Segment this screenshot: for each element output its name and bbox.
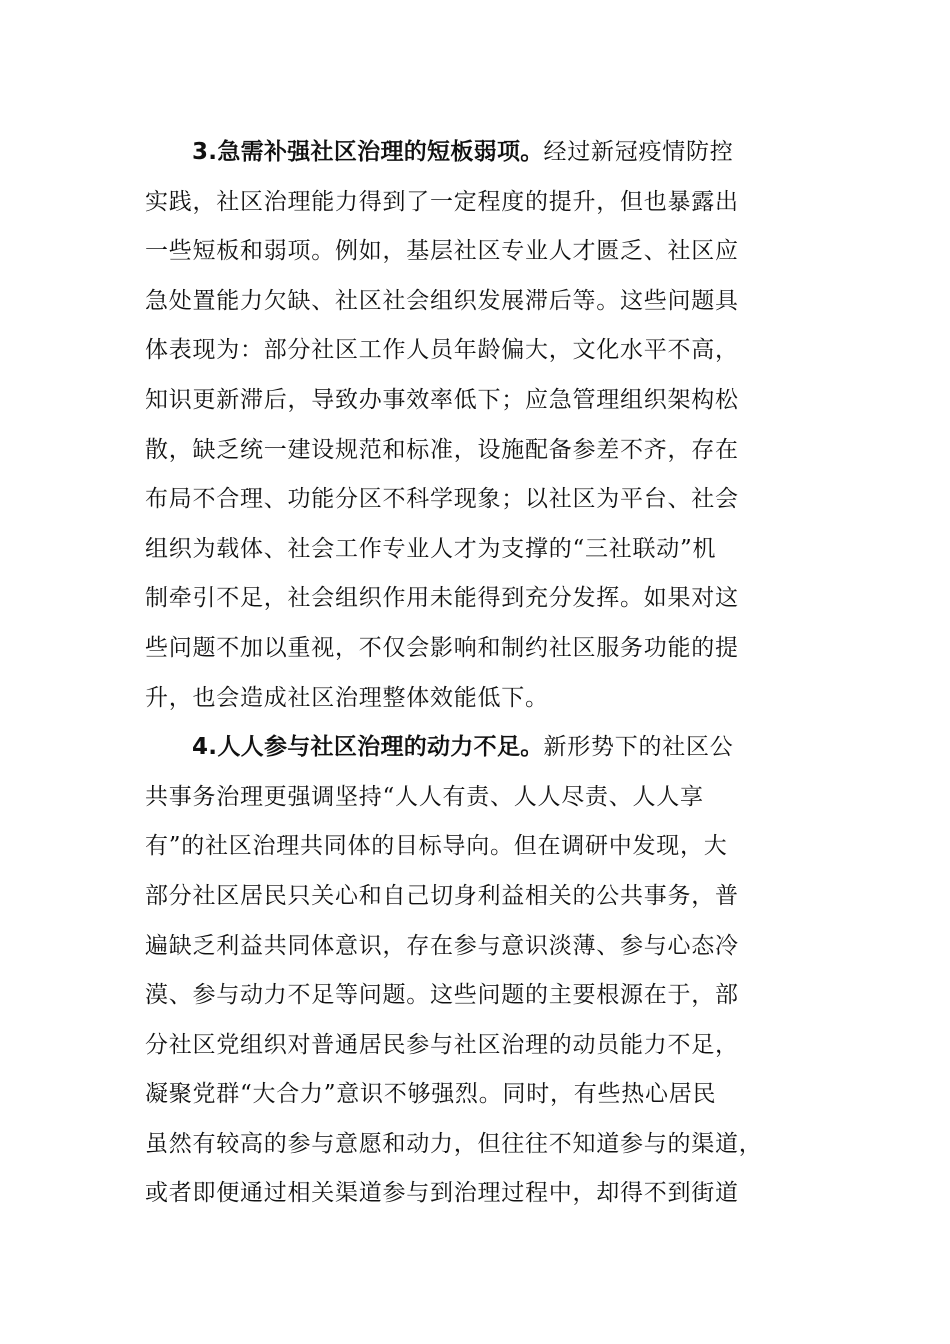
section-heading: 4.人人参与社区治理的动力不足。 bbox=[192, 734, 544, 761]
paragraph-line: 急处置能力欠缺、社区社会组织发展滞后等。这些问题具 bbox=[145, 287, 739, 314]
paragraph-line: 实践，社区治理能力得到了一定程度的提升，但也暴露出 bbox=[145, 188, 739, 215]
paragraph-text: 经过新冠疫情防控 bbox=[543, 139, 734, 165]
body-text bbox=[145, 128, 805, 1219]
paragraph-line: 体表现为：部分社区工作人员年龄偏大，文化水平不高， bbox=[145, 337, 739, 364]
paragraph-line: 组织为载体、社会工作专业人才为支撑的“三社联动”机 bbox=[145, 535, 717, 562]
paragraph-line: 有”的社区治理共同体的目标导向。但在调研中发现，大 bbox=[145, 833, 728, 860]
paragraph-text: 新形势下的社区公 bbox=[543, 734, 734, 761]
paragraph-line: 制牵引不足，社会组织作用未能得到充分发挥。如果对这 bbox=[145, 585, 739, 612]
paragraph-line: 些问题不加以重视，不仅会影响和制约社区服务功能的提 bbox=[145, 634, 739, 661]
paragraph-line: 升，也会造成社区治理整体效能低下。 bbox=[145, 684, 549, 711]
paragraph-line: 虽然有较高的参与意愿和动力，但往往不知道参与的渠道， bbox=[145, 1130, 763, 1157]
paragraph-line: 部分社区居民只关心和自己切身利益相关的公共事务，普 bbox=[145, 882, 739, 909]
section-heading: 3.急需补强社区治理的短板弱项。 bbox=[192, 139, 544, 165]
paragraph-line: 知识更新滞后，导致办事效率低下；应急管理组织架构松 bbox=[145, 386, 739, 413]
paragraph-line: 散，缺乏统一建设规范和标准，设施配备参差不齐，存在 bbox=[145, 436, 739, 463]
paragraph-line: 或者即便通过相关渠道参与到治理过程中，却得不到街道 bbox=[145, 1180, 739, 1207]
paragraph-line: 遍缺乏利益共同体意识，存在参与意识淡薄、参与心态冷 bbox=[145, 932, 739, 959]
paragraph-line: 分社区党组织对普通居民参与社区治理的动员能力不足， bbox=[145, 1031, 739, 1058]
paragraph-line: 一些短板和弱项。例如，基层社区专业人才匮乏、社区应 bbox=[145, 238, 739, 265]
paragraph-line: 布局不合理、功能分区不科学现象；以社区为平台、社会 bbox=[145, 486, 739, 513]
paragraph-line: 凝聚党群“大合力”意识不够强烈。同时，有些热心居民 bbox=[145, 1081, 717, 1108]
paragraph-line: 漠、参与动力不足等问题。这些问题的主要根源在于，部 bbox=[145, 982, 739, 1009]
paragraph-line: 共事务治理更强调坚持“人人有责、人人尽责、人人享 bbox=[145, 783, 704, 810]
paragraph-first-line bbox=[145, 723, 805, 773]
paragraph-first-line bbox=[145, 128, 805, 178]
